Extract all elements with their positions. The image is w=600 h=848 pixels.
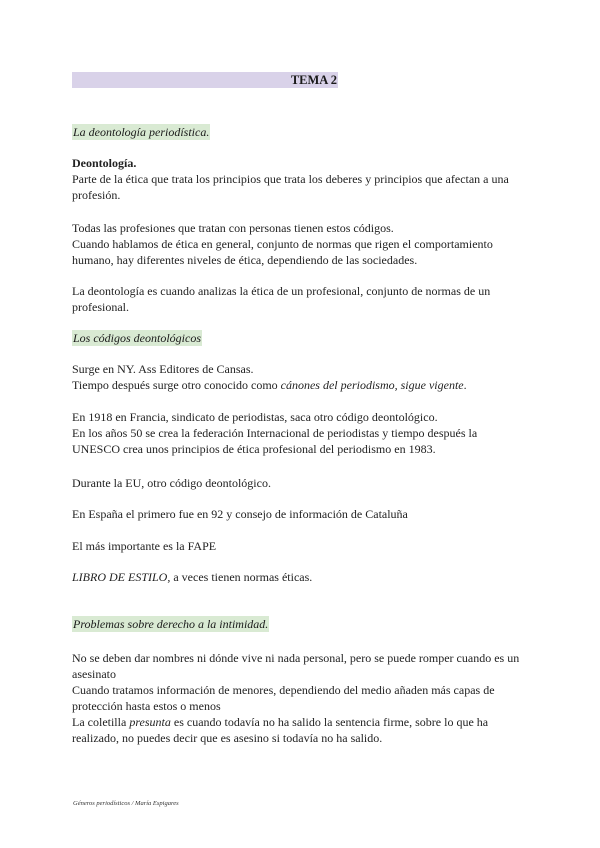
- paragraph-ethics-general: Cuando hablamos de ética en general, conjunto de normas que rigen el comportamiento humano, hay diferentes niveles de ética, dependiendo de las sociedades.: [72, 237, 493, 267]
- libro-estilo-italic: LIBRO DE ESTILO,: [72, 570, 171, 584]
- deontologia-label: Deontología.: [72, 156, 137, 170]
- canones-pre: Tiempo después surge otro conocido como: [72, 378, 281, 392]
- section-heading-intimidad: Problemas sobre derecho a la intimidad.: [73, 617, 269, 631]
- canones-post: .: [463, 378, 467, 392]
- paragraph-eu: Durante la EU, otro código deontológico.: [72, 476, 271, 490]
- paragraph-menores: Cuando tratamos información de menores, dependiendo del medio añaden más capas de protección hasta estos o menos: [72, 683, 495, 713]
- paragraph-professions: Todas las profesiones que tratan con personas tienen estos códigos.: [72, 221, 394, 235]
- page-footer: Géneros periodísticos / María Espigares: [73, 800, 179, 807]
- paragraph-libro-estilo: [72, 569, 528, 585]
- paragraph-presunta: [72, 714, 528, 746]
- presunta-pre: La coletilla: [72, 715, 130, 729]
- page-title: TEMA 2: [290, 73, 337, 87]
- section-heading-deontologia: La deontología periodística.: [73, 125, 210, 139]
- presunta-italic: presunta: [129, 715, 171, 729]
- paragraph-definition: Parte de la ética que trata los principios que trata los deberes y principios que afectan a una profesión.: [72, 172, 509, 202]
- title-bar: [72, 72, 338, 88]
- paragraph-fape: El más importante es la FAPE: [72, 539, 217, 553]
- paragraph-deontology: La deontología es cuando analizas la ética de un profesional, conjunto de normas de un profesional.: [72, 284, 491, 314]
- paragraph-francia: En 1918 en Francia, sindicato de periodistas, saca otro código deontológico.: [72, 410, 438, 424]
- presunta-post: es cuando todavía no ha salido la sentencia firme, sobre lo que ha realizado, no puedes decir que es asesino si todavía no ha salido.: [72, 715, 489, 745]
- paragraph-espana: En España el primero fue en 92 y consejo de información de Cataluña: [72, 507, 408, 521]
- section-heading-codigos: Los códigos deontológicos: [73, 331, 201, 345]
- libro-estilo-post: a veces tienen normas éticas.: [170, 570, 313, 584]
- paragraph-nombres: No se deben dar nombres ni dónde vive ni nada personal, pero se puede romper cuando es un asesinato: [72, 651, 520, 681]
- paragraph-canones: [72, 377, 528, 393]
- paragraph-unesco: En los años 50 se crea la federación Internacional de periodistas y tiempo después la UNESCO crea unos principios de ética profesional del periodismo en 1983.: [72, 426, 478, 456]
- canones-italic: cánones del periodismo, sigue vigente: [280, 378, 464, 392]
- paragraph-ny: Surge en NY. Ass Editores de Cansas.: [72, 362, 254, 376]
